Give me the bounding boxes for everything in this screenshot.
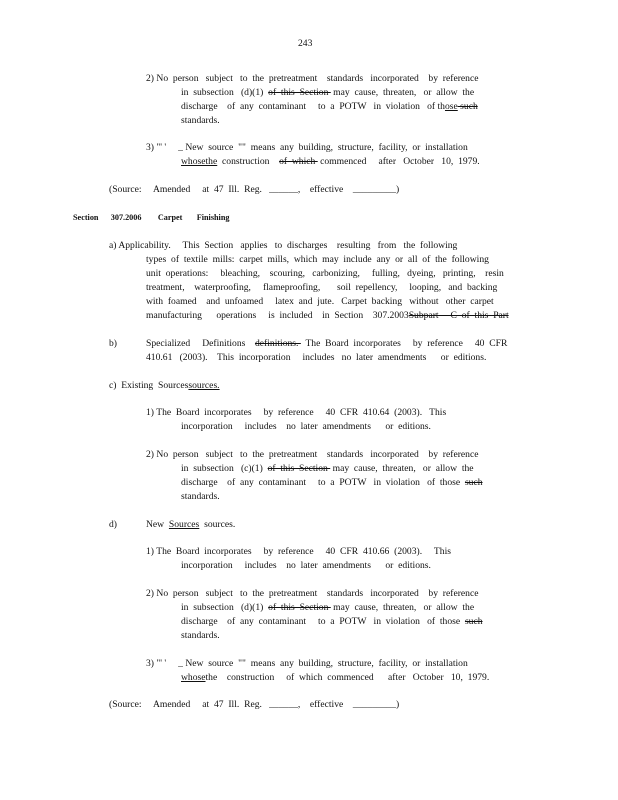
a-line1: a) Applicability. This Section applies to discharges resulting from the following [109,240,458,251]
c-heading: c) Existing Sourcessources. [109,380,220,391]
d-item2-line3: discharge of any contaminant to a POTW in violation of those such [181,616,483,627]
c-item1-line2: incorporation includes no later amendments or editions. [181,421,431,432]
a-line5: with foamed and unfoamed latex and jute. Carpet backing without other carpet [146,296,494,307]
d-item1-line2: incorporation includes no later amendments or editions. [181,560,431,571]
d-item1-line1: 1) The Board incorporates by reference 40 CFR 410.66 (2003). This [146,546,451,557]
d-item2-line4: standards. [181,630,220,641]
c-item2-line3: discharge of any contaminant to a POTW in violation of those such [181,477,483,488]
b-line1: Specialized Definitions definitions. The Board incorporates by reference 40 CFR [146,338,508,349]
b1-item2-line4: standards. [181,115,220,126]
a-line4: treatment, waterproofing, flameproofing, soil repellency, looping, and backing [146,282,498,293]
b1-item2-line2: in subsection (d)(1) of this Section may cause, threaten, or allow the [181,87,475,98]
b1-item3-line1: 3) "' ' _ New source "" means any building, structure, facility, or installation [146,142,468,153]
d-item3-line2: whosethe construction of which commenced after October 10, 1979. [181,672,490,683]
a-line2: types of textile mills: carpet mills, which may include any or all of the following [146,254,489,265]
d-heading: New Sources sources. [146,519,236,530]
d-item3-line1: 3) "' ' _ New source "" means any building, structure, facility, or installation [146,658,468,669]
b1-item2-line3: discharge of any contaminant to a POTW in violation of those such [181,101,478,112]
a-line3: unit operations: bleaching, scouring, carbonizing, fulling, dyeing, printing, resin [146,268,504,279]
c-item2-line2: in subsection (c)(1) of this Section may cause, threaten, or allow the [181,463,474,474]
b1-item2-line1: 2) No person subject to the pretreatment standards incorporated by reference [146,73,479,84]
source-note-1: (Source: Amended at 47 Ill. Reg. ______, effective _________) [109,184,400,195]
d-item2-line1: 2) No person subject to the pretreatment standards incorporated by reference [146,588,479,599]
b-label: b) [109,338,117,349]
a-line6: manufacturing operations is included in Section 307.2003Subpart C of this Part [146,310,509,321]
d-item2-line2: in subsection (d)(1) of this Section may cause, threaten, or allow the [181,602,475,613]
d-label: d) [109,519,117,530]
source-note-2: (Source: Amended at 47 Ill. Reg. ______, effective _________) [109,699,400,710]
c-item1-line1: 1) The Board incorporates by reference 40 CFR 410.64 (2003). This [146,407,447,418]
c-item2-line4: standards. [181,491,220,502]
c-item2-line1: 2) No person subject to the pretreatment standards incorporated by reference [146,449,479,460]
b-line2: 410.61 (2003). This incorporation includes no later amendments or editions. [146,352,487,363]
page-number: 243 [298,38,313,49]
section-heading: Section 307.2006 Carpet Finishing [73,213,230,222]
b1-item3-line2: whosethe construction of which commenced after October 10, 1979. [181,156,480,167]
